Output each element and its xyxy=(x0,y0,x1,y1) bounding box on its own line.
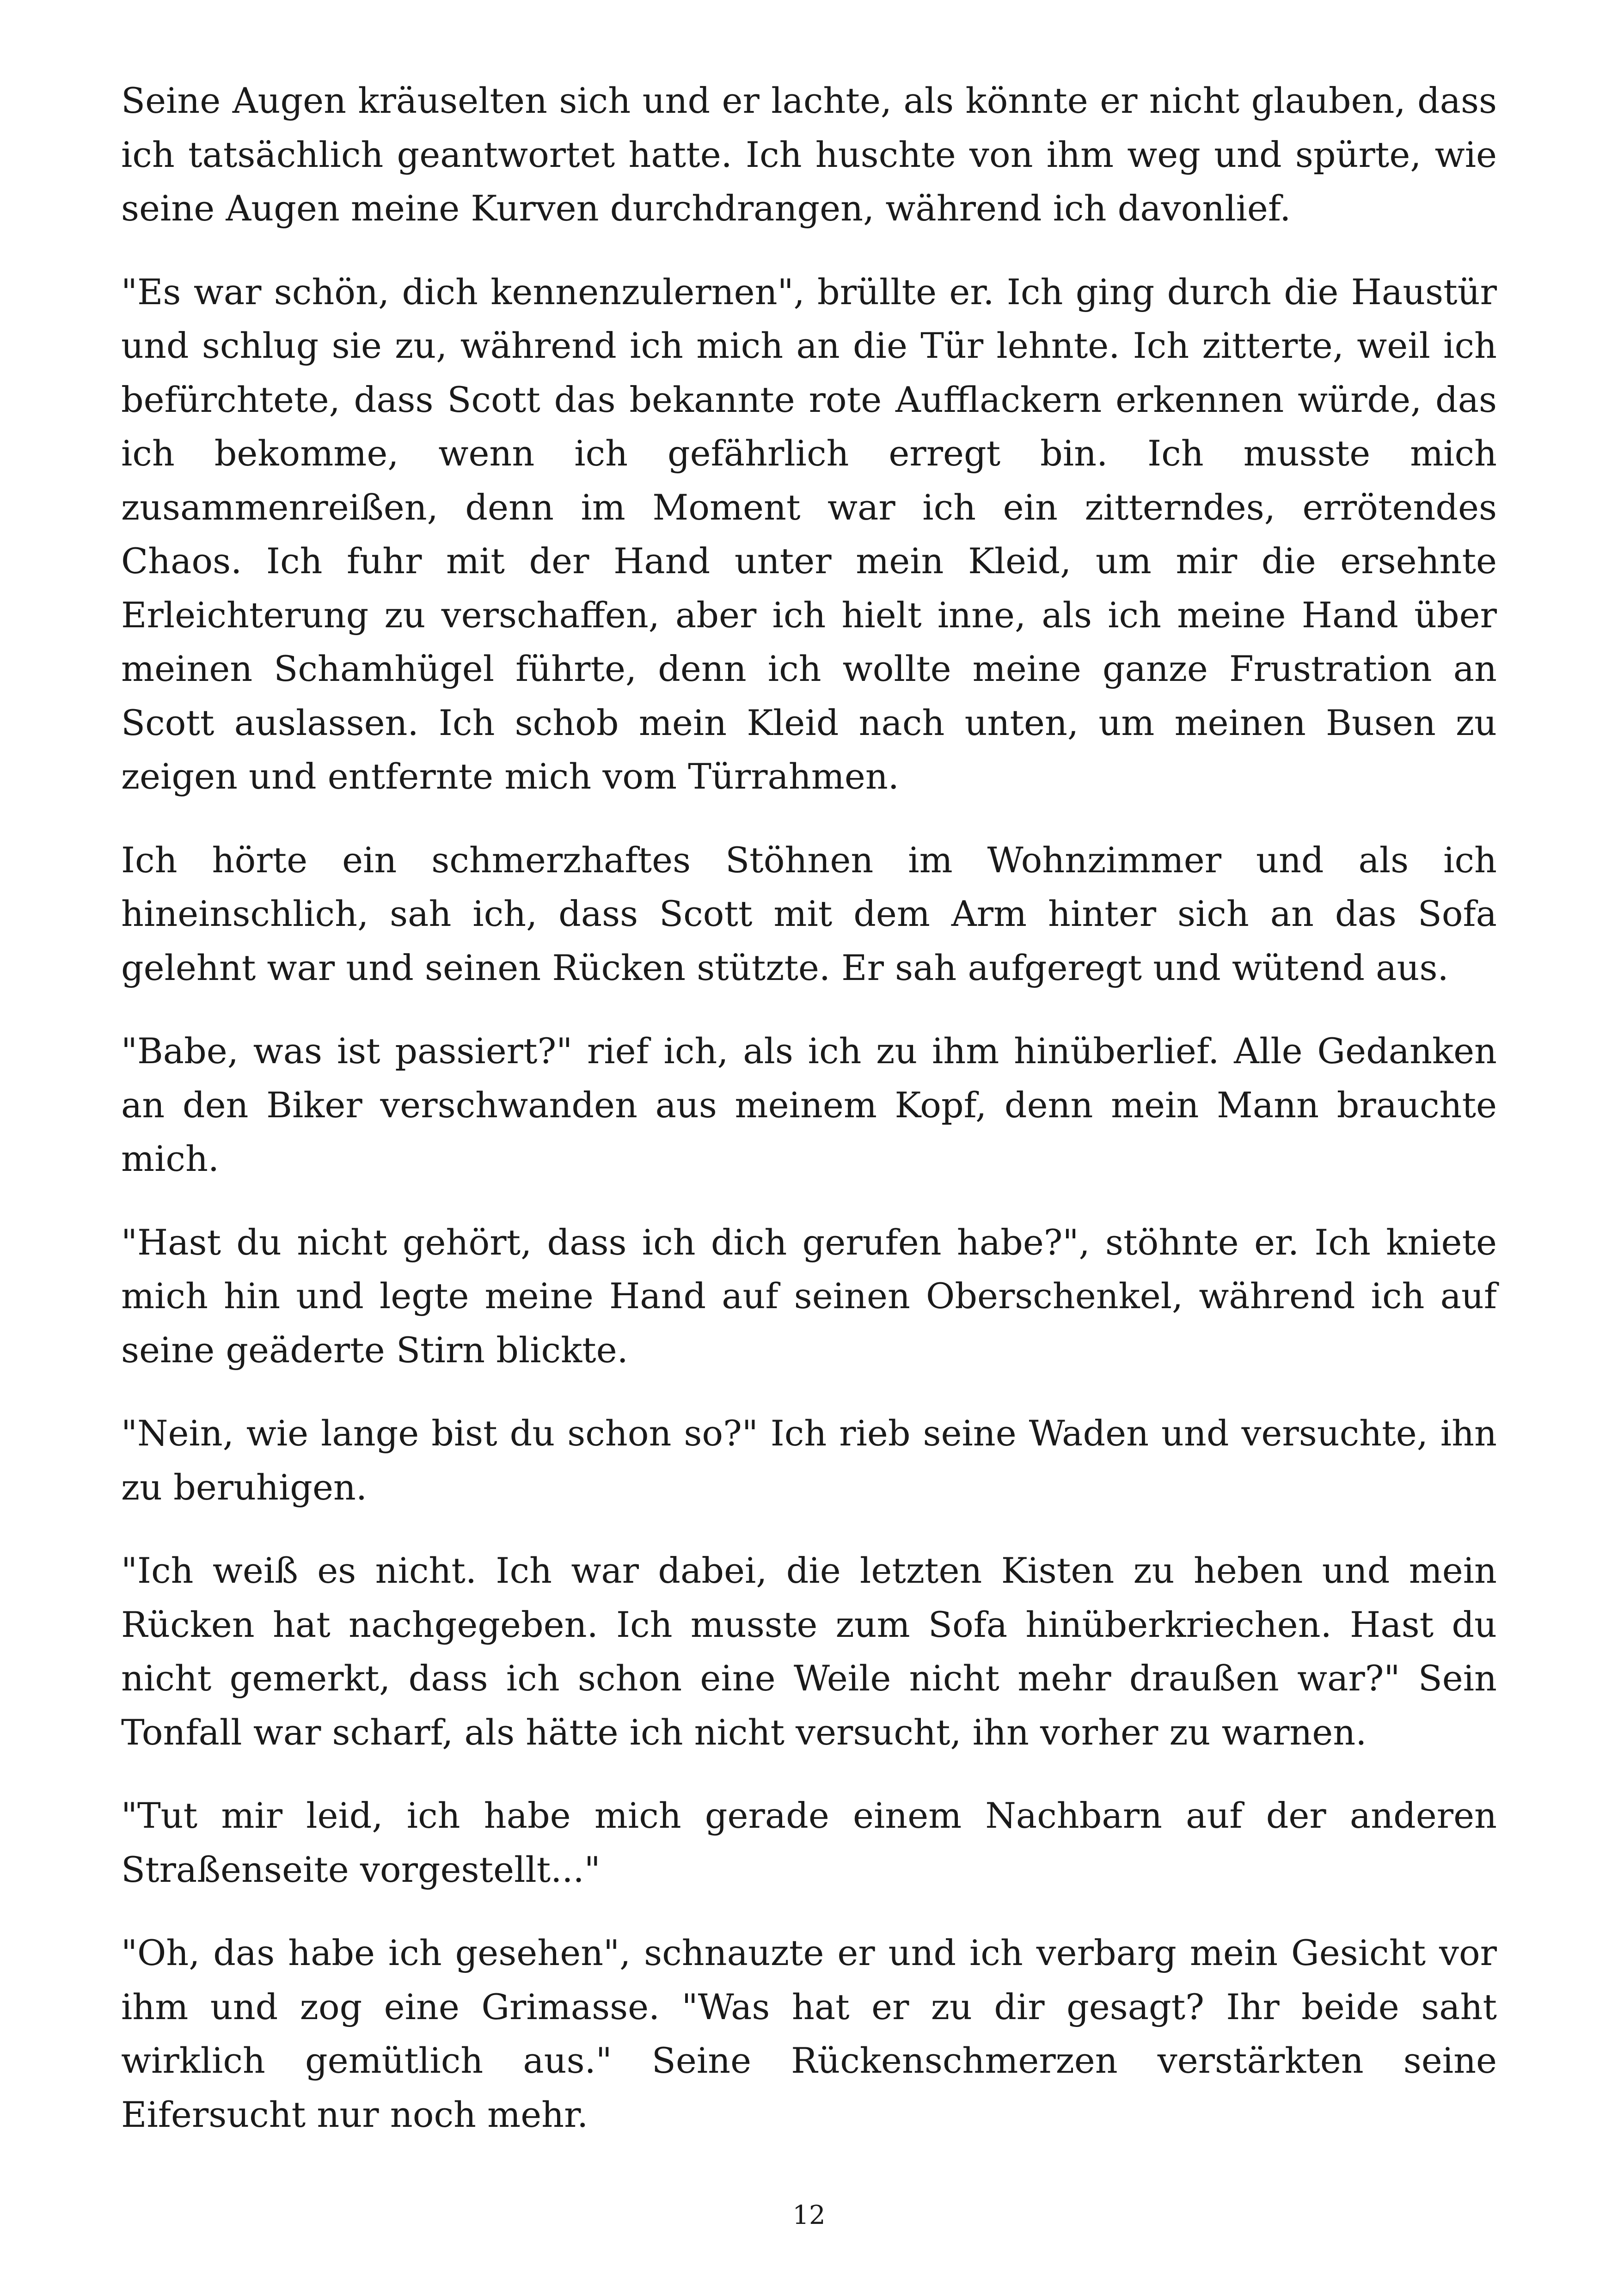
paragraph-3: Ich hörte ein schmerzhaftes Stöhnen im Wohnzimmer und als ich hineinschlich, sah ich, dass Scott mit dem Arm hinter sich an das Sofa gelehnt war und seinen Rücken stützte. Er sah aufgeregt und wütend aus. xyxy=(121,839,1497,988)
paragraph-2: "Es war schön, dich kennenzulernen", brüllte er. Ich ging durch die Haustür und schlug sie zu, während ich mich an die Tür lehnte. Ich zitterte, weil ich befürchtete, dass Scott das bekannte rote Aufflackern erkennen würde, das ich bekomme, wenn ich gefährlich erregt bin. Ich musste mich zusammenreißen, denn im Moment war ich ein zitterndes, errötendes Chaos. Ich fuhr mit der Hand unter mein Kleid, um mir die ersehnte Erleichterung zu verschaffen, aber ich hielt inne, als ich meine Hand über meinen Schamhügel führte, denn ich wollte meine ganze Frustration an Scott auslassen. Ich schob mein Kleid nach unten, um meinen Busen zu zeigen und entfernte mich vom Türrahmen. xyxy=(121,271,1497,797)
paragraph-5: "Hast du nicht gehört, dass ich dich gerufen habe?", stöhnte er. Ich kniete mich hin und legte meine Hand auf seinen Oberschenkel, während ich auf seine geäderte Stirn blickte. xyxy=(121,1221,1497,1371)
paragraph-9: "Oh, das habe ich gesehen", schnauzte er und ich verbarg mein Gesicht vor ihm und zog eine Grimasse. "Was hat er zu dir gesagt? Ihr beide saht wirklich gemütlich aus." Seine Rückenschmerzen verstärkten seine Eifersucht nur noch mehr. xyxy=(121,1932,1497,2135)
paragraph-1: Seine Augen kräuselten sich und er lachte, als könnte er nicht glauben, dass ich tatsächlich geantwortet hatte. Ich huschte von ihm weg und spürte, wie seine Augen meine Kurven durchdrangen, während ich davonlief. xyxy=(121,80,1497,229)
body-text xyxy=(121,74,1497,2171)
paragraph-7: "Ich weiß es nicht. Ich war dabei, die letzten Kisten zu heben und mein Rücken hat nachgegeben. Ich musste zum Sofa hinüberkriechen. Hast du nicht gemerkt, dass ich schon eine Weile nicht mehr draußen war?" Sein Tonfall war scharf, als hätte ich nicht versucht, ihn vorher zu warnen. xyxy=(121,1550,1497,1753)
paragraph-4: "Babe, was ist passiert?" rief ich, als ich zu ihm hinüberlief. Alle Gedanken an den Biker verschwanden aus meinem Kopf, denn mein Mann brauchte mich. xyxy=(121,1030,1497,1179)
paragraph-6: "Nein, wie lange bist du schon so?" Ich rieb seine Waden und versuchte, ihn zu beruhigen. xyxy=(121,1413,1497,1508)
page-number: 12 xyxy=(792,2200,826,2230)
paragraph-8: "Tut mir leid, ich habe mich gerade einem Nachbarn auf der anderen Straßenseite vorgestellt..." xyxy=(121,1795,1497,1890)
